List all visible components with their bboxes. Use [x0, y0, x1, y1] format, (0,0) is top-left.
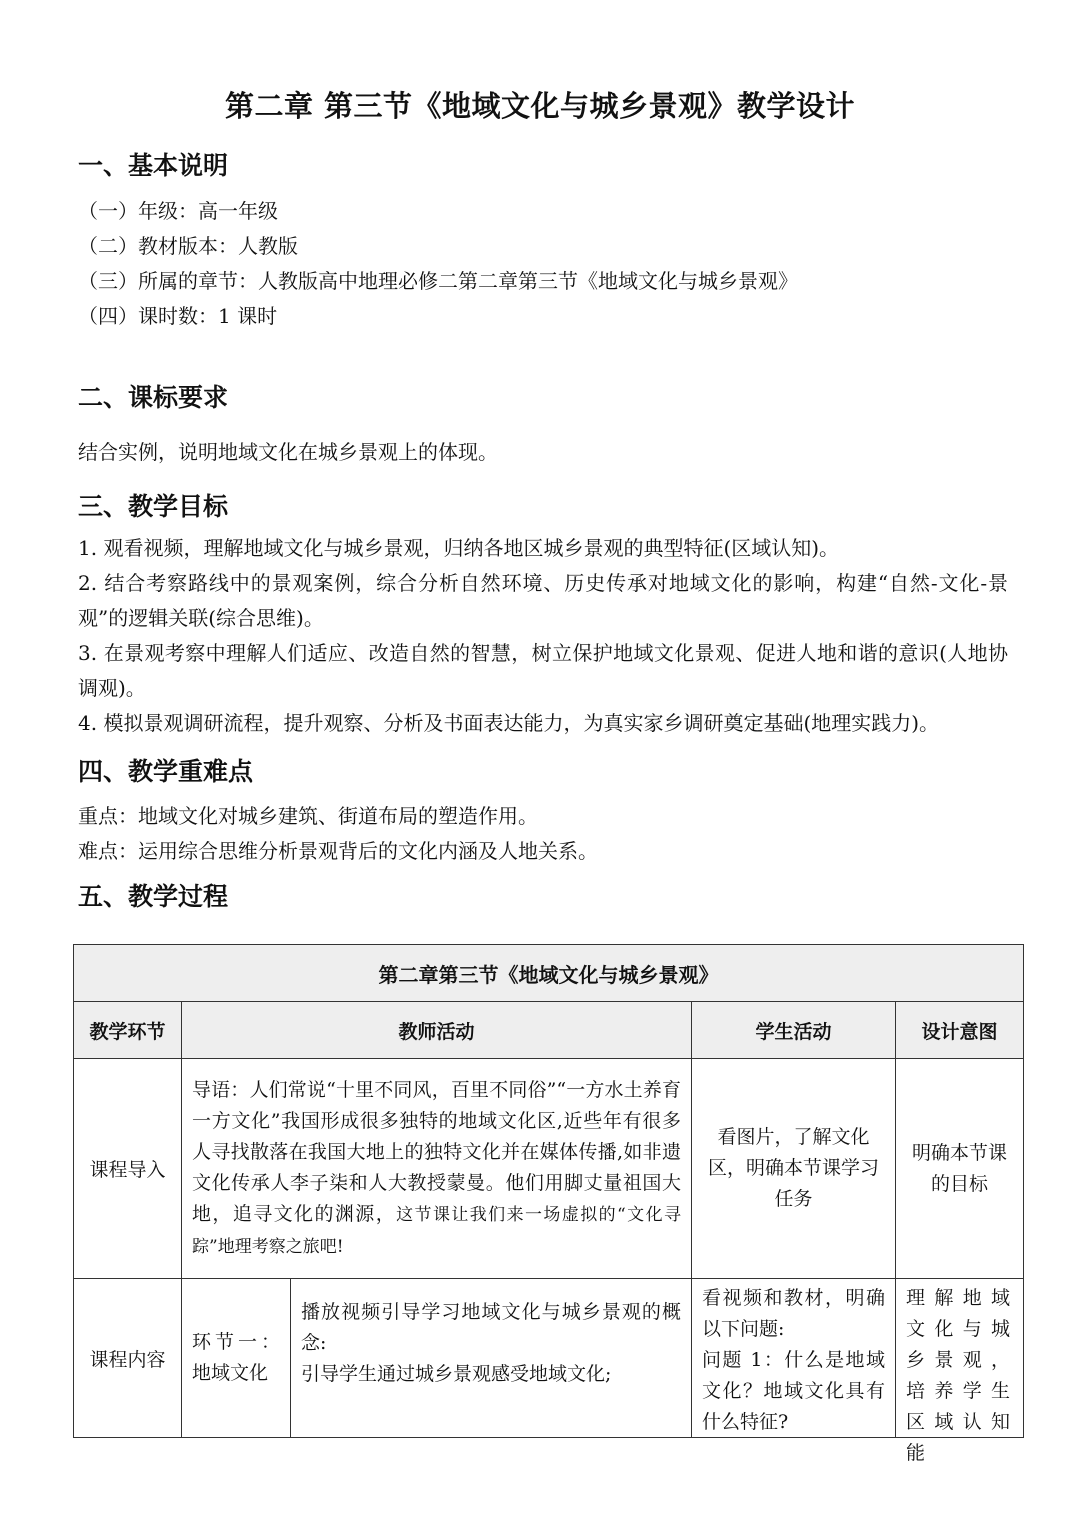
teacher-activity-text: 播放视频引导学习地域文化与城乡景观的概念: 引导学生通过城乡景观感受地域文化; — [301, 1301, 681, 1385]
section-heading-basic: 一、基本说明 — [78, 151, 229, 180]
design-intent-text: 理解地域文化与城乡景观，培养学生区域认知能 — [906, 1287, 1014, 1464]
teacher-activity-cell — [291, 1279, 692, 1438]
basic-item-chapter: （三）所属的章节：人教版高中地理必修二第二章第三节《地域文化与城乡景观》 — [78, 269, 798, 293]
section-heading-process: 五、教学过程 — [78, 882, 229, 911]
teacher-activity-cell — [182, 1059, 692, 1279]
goal-item: 2. 结合考察路线中的景观案例，综合分析自然环境、历史传承对地域文化的影响，构建“自然-文化-景观”的逻辑关联(综合思维)。 — [78, 571, 1008, 630]
table-header: 设计意图 — [896, 1002, 1024, 1059]
student-activity-text: 看视频和教材，明确以下问题: 问题 1：什么是地域文化？地域文化具有什么特征? — [702, 1287, 885, 1433]
section-heading-key-points: 四、教学重难点 — [78, 757, 254, 786]
section-heading-standard: 二、课标要求 — [78, 383, 229, 412]
goal-item: 1. 观看视频，理解地域文化与城乡景观，归纳各地区城乡景观的典型特征(区域认知)。 — [78, 536, 840, 560]
standard-text: 结合实例，说明地域文化在城乡景观上的体现。 — [78, 440, 498, 464]
goal-item: 4. 模拟景观调研流程，提升观察、分析及书面表达能力，为真实家乡调研奠定基础(地理实践力)。 — [78, 711, 940, 735]
teacher-activity-small: 这节课让我们来一场虚拟的“文化寻踪”地理考察之旅吧! — [192, 1204, 681, 1257]
basic-item-textbook: （二）教材版本：人教版 — [78, 234, 298, 258]
basic-item-hours: （四）课时数：1 课时 — [78, 304, 278, 328]
sub-stage-cell — [182, 1279, 291, 1438]
table-header: 学生活动 — [692, 1002, 896, 1059]
section-heading-goals: 三、教学目标 — [78, 492, 229, 521]
document-title: 第二章 第三节《地域文化与城乡景观》教学设计 — [224, 89, 856, 123]
design-intent-cell — [896, 1059, 1024, 1279]
student-activity-cell — [692, 1059, 896, 1279]
table-row — [74, 1059, 1024, 1279]
teaching-process-table — [73, 944, 1024, 1464]
design-intent-text: 明确本节课的目标 — [912, 1141, 1008, 1195]
table-row — [74, 1279, 1024, 1438]
goal-item: 3. 在景观考察中理解人们适应、改造自然的智慧，树立保护地域文化景观、促进人地和谐的意识(人地协调观)。 — [78, 641, 1008, 700]
teacher-activity-text — [182, 1071, 691, 1267]
table-header: 教师活动 — [182, 1002, 692, 1059]
sub-stage-text: 环节一：地域文化 — [192, 1331, 280, 1384]
stage-cell: 课程导入 — [74, 1059, 182, 1279]
teacher-activity-main: 导语：人们常说“十里不同风，百里不同俗”“一方水土养育一方文化”我国形成很多独特的地域文化区,近些年有很多人寻找散落在我国大地上的独特文化并在媒体传播,如非遗文化传承人李子柒和人大教授蒙曼。他们用脚丈量祖国大地，追寻文化的渊源， — [192, 1078, 681, 1225]
design-intent-cell — [896, 1279, 1024, 1464]
key-point-text: 重点：地域文化对城乡建筑、街道布局的塑造作用。 — [78, 804, 538, 828]
table-header: 教学环节 — [74, 1002, 182, 1059]
student-activity-cell — [692, 1279, 896, 1438]
table-caption: 第二章第三节《地域文化与城乡景观》 — [74, 945, 1024, 1002]
difficulty-text: 难点：运用综合思维分析景观背后的文化内涵及人地关系。 — [78, 839, 598, 863]
student-activity-text: 看图片，了解文化区，明确本节课学习任务 — [707, 1126, 879, 1210]
basic-item-grade: （一）年级：高一年级 — [78, 199, 278, 223]
stage-cell: 课程内容 — [74, 1279, 182, 1438]
